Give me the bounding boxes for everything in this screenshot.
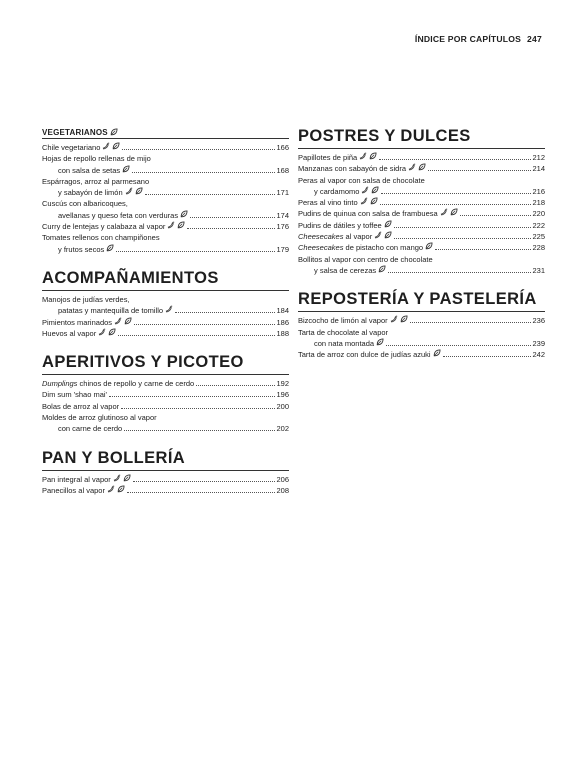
entry-page-number: 184	[276, 306, 289, 316]
entry-text: Bizcocho de limón al vapor	[298, 316, 388, 326]
section-title-text: ACOMPAÑAMIENTOS	[42, 268, 219, 287]
entry-page-number: 179	[276, 244, 289, 254]
dot-leader	[443, 356, 532, 357]
entry-line	[298, 327, 545, 338]
index-section	[298, 290, 545, 360]
entry-line	[298, 349, 545, 360]
chili-icon	[359, 152, 367, 160]
dot-leader	[127, 492, 276, 493]
entry-text: Dim sum 'shao mai'	[42, 390, 107, 400]
index-entry	[42, 412, 289, 435]
leaf-icon	[376, 338, 384, 346]
running-header-title: ÍNDICE POR CAPÍTULOS	[414, 34, 522, 44]
chili-icon	[165, 305, 173, 313]
leaf-icon	[369, 152, 377, 160]
dot-leader	[122, 149, 275, 150]
entry-text: Pan integral al vapor	[42, 474, 111, 484]
entry-line	[298, 186, 545, 197]
leaf-icon	[425, 242, 433, 250]
dot-leader	[118, 335, 275, 336]
entry-line	[298, 208, 545, 219]
entry-page-number: 242	[532, 350, 545, 360]
index-section	[42, 269, 289, 339]
entry-text: Moldes de arroz glutinoso al vapor	[42, 413, 157, 423]
entry-line	[298, 197, 545, 208]
entry-line	[298, 338, 545, 349]
index-entry	[42, 474, 289, 485]
chili-icon	[102, 142, 110, 150]
leaf-icon	[124, 317, 132, 325]
entry-text: Pudins de quinua con salsa de frambuesa	[298, 209, 438, 219]
dot-leader	[187, 228, 275, 229]
entry-text: Tomates rellenos con champiñones	[42, 233, 160, 243]
section-title-text: PAN Y BOLLERÍA	[42, 448, 186, 467]
dot-leader	[145, 194, 276, 195]
leaf-icon	[177, 221, 185, 229]
entry-page-number: 196	[276, 390, 289, 400]
dot-leader	[116, 251, 275, 252]
entry-line	[42, 187, 289, 198]
entry-text: con carne de cerdo	[58, 424, 123, 434]
index-section	[298, 127, 545, 276]
entry-page-number: 188	[276, 328, 289, 338]
dot-leader	[190, 217, 275, 218]
chili-icon	[125, 187, 133, 195]
index-entry	[42, 485, 289, 496]
entry-text: avellanas y queso feta con verduras	[58, 210, 179, 220]
index-entry	[298, 197, 545, 208]
entry-line	[42, 176, 289, 187]
index-entry	[298, 175, 545, 198]
dot-leader	[196, 385, 275, 386]
index-entry	[42, 198, 289, 221]
index-entry	[42, 378, 289, 389]
dot-leader	[435, 249, 531, 250]
entry-page-number: 239	[532, 338, 545, 348]
entry-text: Bolas de arroz al vapor	[42, 401, 120, 411]
entry-page-number: 168	[276, 165, 289, 175]
section-title	[298, 127, 545, 149]
entry-line	[42, 153, 289, 164]
leaf-icon	[400, 315, 408, 323]
entry-text: Papillotes de piña	[298, 153, 358, 162]
entry-line	[298, 163, 545, 174]
entry-line	[42, 328, 289, 339]
index-entry	[298, 220, 545, 231]
entry-page-number: 214	[532, 164, 545, 174]
section-title-text: REPOSTERÍA Y PASTELERÍA	[298, 290, 537, 309]
index-entry	[42, 389, 289, 400]
entry-line	[298, 231, 545, 242]
chili-icon	[113, 474, 121, 482]
entry-page-number: 176	[276, 222, 289, 232]
entry-page-number: 222	[532, 220, 545, 230]
entry-text: Peras al vapor con salsa de chocolate	[298, 175, 425, 185]
leaf-icon	[180, 210, 188, 218]
section-title	[42, 353, 289, 375]
index-entry	[298, 254, 545, 277]
dot-leader	[380, 204, 532, 205]
index-entry	[42, 317, 289, 328]
leaf-icon	[433, 349, 441, 357]
entry-line	[42, 401, 289, 412]
entry-text: Curry de lentejas y calabaza al vapor	[42, 222, 166, 232]
leaf-icon	[371, 186, 379, 194]
section-title	[298, 290, 545, 312]
index-section	[42, 127, 289, 255]
entry-text: y sabayón de limón	[58, 188, 123, 198]
index-entry	[298, 349, 545, 360]
dot-leader	[394, 238, 531, 239]
leaf-icon	[123, 474, 131, 482]
leaf-icon	[108, 328, 116, 336]
leaf-icon	[418, 163, 426, 171]
entry-line	[42, 244, 289, 255]
index-entry	[298, 163, 545, 174]
entry-line	[298, 265, 545, 276]
dot-leader	[109, 396, 276, 397]
entry-text: Bollitos al vapor con centro de chocolate	[298, 254, 433, 264]
entry-line	[42, 412, 289, 423]
chili-icon	[440, 208, 448, 216]
entry-line	[42, 474, 289, 485]
entry-line	[42, 423, 289, 434]
entry-line	[42, 221, 289, 232]
index-entry	[42, 401, 289, 412]
dot-leader	[134, 324, 275, 325]
chili-icon	[114, 317, 122, 325]
entry-text: Peras al vino tinto	[298, 198, 358, 208]
dot-leader	[132, 172, 275, 173]
section-title	[42, 269, 289, 291]
entry-line	[42, 294, 289, 305]
entry-line	[298, 242, 545, 253]
index-entry	[42, 328, 289, 339]
dot-leader	[460, 215, 532, 216]
dot-leader	[381, 193, 531, 194]
index-entry	[298, 152, 545, 163]
entry-text: con salsa de setas	[58, 165, 121, 175]
entry-page-number: 208	[276, 485, 289, 495]
section-title-text: APERITIVOS Y PICOTEO	[42, 353, 244, 372]
entry-line	[42, 142, 289, 153]
leaf-icon	[135, 187, 143, 195]
entry-line	[42, 165, 289, 176]
entry-line	[42, 378, 289, 389]
leaf-icon	[110, 128, 118, 136]
entry-text: y frutos secos	[58, 244, 105, 254]
entry-line	[42, 198, 289, 209]
leaf-icon	[384, 231, 392, 239]
section-title	[42, 127, 289, 139]
entry-text: Pudins de dátiles y toffee	[298, 220, 382, 230]
index-entry	[42, 221, 289, 232]
entry-page-number: 218	[532, 198, 545, 208]
leaf-icon	[370, 197, 378, 205]
dot-leader	[394, 227, 532, 228]
dot-leader	[428, 170, 531, 171]
index-section	[42, 449, 289, 497]
leaf-icon	[450, 208, 458, 216]
entry-page-number: 192	[276, 379, 289, 389]
entry-line	[42, 317, 289, 328]
leaf-icon	[117, 485, 125, 493]
chili-icon	[374, 231, 382, 239]
index-entry	[298, 327, 545, 350]
entry-page-number: 236	[532, 316, 545, 326]
index-entry	[42, 294, 289, 317]
entry-line	[42, 389, 289, 400]
entry-page-number: 186	[276, 317, 289, 327]
entry-line	[42, 305, 289, 316]
dot-leader	[410, 322, 532, 323]
entry-line	[42, 210, 289, 221]
dot-leader	[379, 159, 531, 160]
leaf-icon	[384, 220, 392, 228]
index-entry	[298, 208, 545, 219]
entry-line	[298, 175, 545, 186]
index-entry	[298, 242, 545, 253]
running-header	[415, 34, 542, 44]
leaf-icon	[378, 265, 386, 273]
entry-text: con nata montada	[314, 338, 375, 348]
entry-page-number: 212	[532, 153, 545, 162]
entry-page-number: 216	[532, 186, 545, 196]
dot-leader	[124, 430, 275, 431]
index-entry	[42, 142, 289, 153]
entry-text: Huevos al vapor	[42, 328, 97, 338]
entry-page-number: 166	[276, 143, 289, 152]
entry-text: Tarta de arroz con dulce de judías azuki	[298, 350, 431, 360]
entry-text: Espárragos, arroz al parmesano	[42, 176, 150, 186]
entry-line	[298, 254, 545, 265]
entry-page-number: 220	[532, 209, 545, 219]
entry-text: Hojas de repollo rellenas de mijo	[42, 154, 151, 164]
chili-icon	[361, 186, 369, 194]
index-entry	[42, 153, 289, 176]
entry-line	[298, 152, 545, 163]
entry-text: Chile vegetariano	[42, 143, 101, 152]
entry-page-number: 171	[276, 188, 289, 198]
leaf-icon	[122, 165, 130, 173]
dot-leader	[386, 345, 531, 346]
index-entry	[42, 176, 289, 199]
entry-text: y cardamomo	[314, 186, 360, 196]
right-column	[298, 127, 545, 374]
leaf-icon	[112, 142, 120, 150]
index-entry	[298, 231, 545, 242]
chili-icon	[167, 221, 175, 229]
entry-page-number: 206	[276, 474, 289, 484]
entry-text: Tarta de chocolate al vapor	[298, 327, 389, 337]
dot-leader	[388, 272, 531, 273]
entry-text: Manzanas con sabayón de sidra	[298, 164, 406, 174]
chili-icon	[390, 315, 398, 323]
entry-page-number: 225	[532, 232, 545, 242]
dot-leader	[133, 481, 276, 482]
entry-text: Panecillos al vapor	[42, 485, 105, 495]
dot-leader	[175, 312, 275, 313]
chili-icon	[408, 163, 416, 171]
section-title	[42, 449, 289, 471]
entry-text: Pimientos marinados	[42, 317, 113, 327]
entry-line	[42, 485, 289, 496]
chili-icon	[360, 197, 368, 205]
index-entry	[298, 315, 545, 326]
entry-page-number: 228	[532, 243, 545, 253]
index-entry	[42, 232, 289, 255]
index-section	[42, 353, 289, 434]
entry-text: patatas y mantequilla de tomillo	[58, 306, 164, 316]
entry-line	[298, 315, 545, 326]
entry-text: Dumplings chinos de repollo y carne de cerdo	[42, 379, 195, 389]
page-number: 247	[527, 34, 542, 44]
entry-line	[42, 232, 289, 243]
entry-line	[298, 220, 545, 231]
entry-page-number: 200	[276, 401, 289, 411]
section-title-text: VEGETARIANOS	[42, 128, 108, 137]
leaf-icon	[106, 244, 114, 252]
chili-icon	[98, 328, 106, 336]
entry-text: y salsa de cerezas	[314, 265, 377, 275]
entry-text: Cheesecakes de pistacho con mango	[298, 243, 424, 253]
left-column	[42, 127, 289, 510]
chili-icon	[107, 485, 115, 493]
entry-page-number: 231	[532, 265, 545, 275]
section-title-text: POSTRES Y DULCES	[298, 127, 471, 145]
entry-page-number: 174	[276, 210, 289, 220]
entry-text: Manojos de judías verdes,	[42, 294, 130, 304]
entry-text: Cheesecakes al vapor	[298, 232, 373, 242]
entry-page-number: 202	[276, 424, 289, 434]
entry-text: Cuscús con albaricoques,	[42, 199, 128, 209]
dot-leader	[121, 408, 275, 409]
